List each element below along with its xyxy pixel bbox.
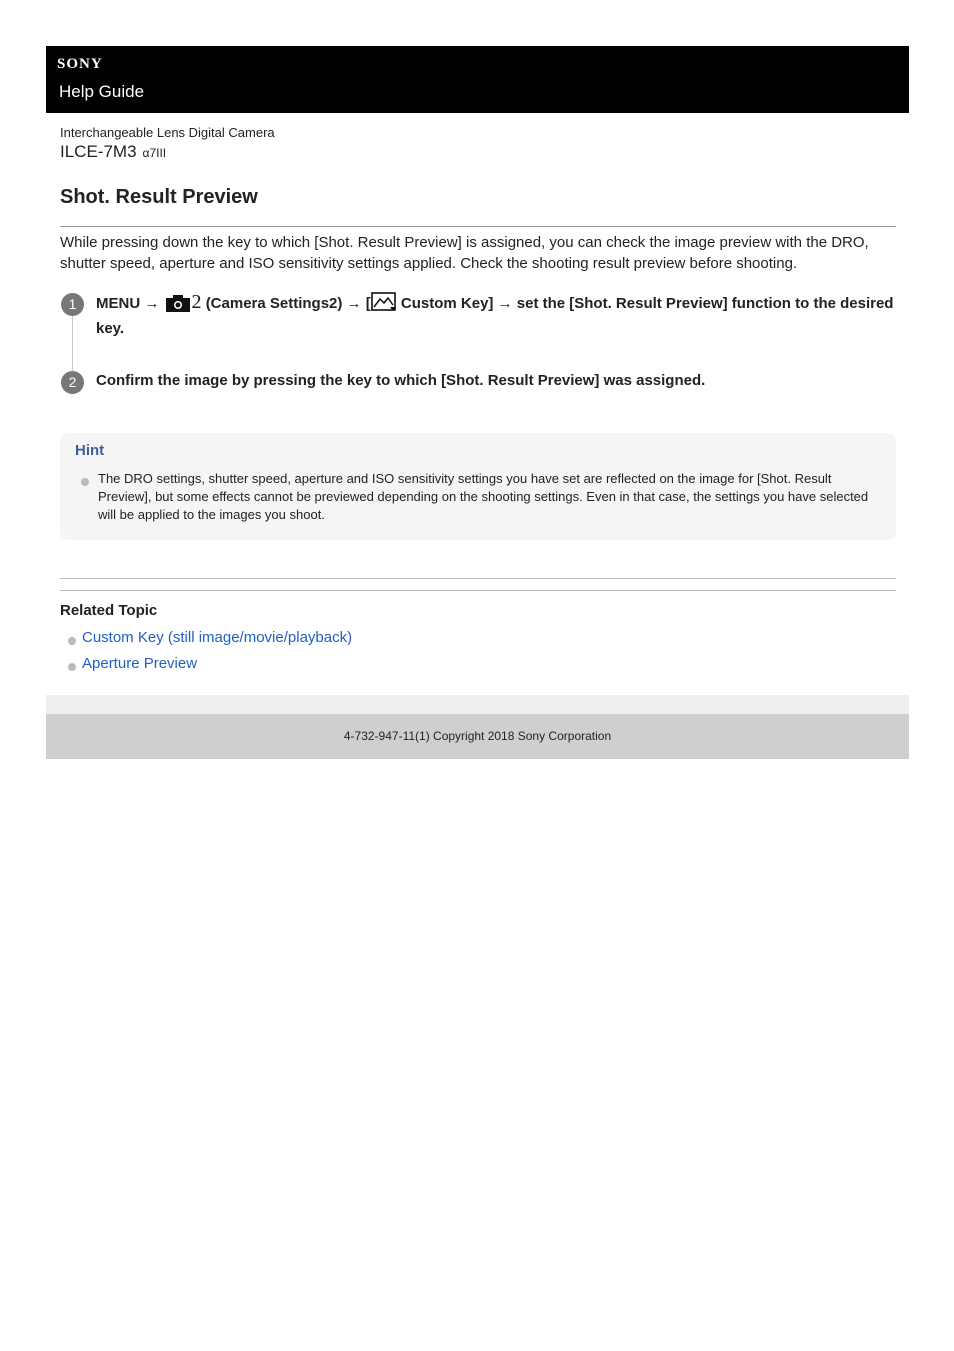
- camera-icon: [166, 294, 190, 318]
- product-type: Interchangeable Lens Digital Camera: [60, 125, 275, 140]
- footer-spacer: [46, 695, 909, 714]
- intro-paragraph: While pressing down the key to which [Shot. Result Preview] is assigned, you can check the image preview with the DRO, shutter speed, aperture and ISO sensitivity settings applied. Check the shooting result preview before shooting.: [60, 234, 869, 272]
- footer: [46, 714, 909, 759]
- model-alpha: α7III: [142, 146, 167, 160]
- step-1-camera-settings: (Camera Settings2) → [: [205, 295, 371, 312]
- step-connector: [72, 314, 73, 374]
- sony-logo: SONY: [57, 56, 103, 72]
- help-guide-title: Help Guide: [59, 82, 145, 101]
- bullet-icon: [81, 478, 89, 486]
- custom-key-icon: [371, 292, 397, 318]
- help-page: [46, 46, 909, 743]
- step-2-badge: 2: [61, 371, 84, 394]
- copyright-text: 4-732-947-11(1) Copyright 2018 Sony Corporation: [343, 729, 612, 743]
- bullet-icon: [68, 637, 76, 645]
- hint-item: The DRO settings, shutter speed, aperture and ISO sensitivity settings you have set are reflected on the image for [Shot. Result Preview], but some effects cannot be previewed depending on the shooting settings. Even in that case, the settings you have selected will be applied to the images you shoot.: [98, 471, 869, 522]
- related-topic-title: Related Topic: [60, 602, 158, 619]
- section-divider: [60, 578, 896, 579]
- step-1-rest: Custom Key] → set the [Shot. Result Preview] function to the desired key.: [96, 295, 894, 337]
- hint-title: Hint: [75, 442, 105, 459]
- section-divider: [60, 590, 896, 591]
- related-link-custom-key[interactable]: Custom Key (still image/movie/playback): [82, 629, 353, 646]
- camera-settings-number: 2: [191, 291, 202, 313]
- model-line: [60, 142, 166, 162]
- header-bar: [46, 46, 909, 113]
- model-name: ILCE-7M3: [60, 142, 137, 161]
- step-2-text: Confirm the image by pressing the key to which [Shot. Result Preview] was assigned.: [96, 372, 706, 389]
- related-link-aperture-preview[interactable]: Aperture Preview: [82, 655, 198, 672]
- step-1-menu: MENU →: [96, 295, 160, 312]
- title-divider: [60, 226, 896, 227]
- step-1-text: [96, 292, 896, 339]
- bullet-icon: [68, 663, 76, 671]
- hint-box: [60, 433, 896, 540]
- page-title: Shot. Result Preview: [60, 186, 258, 208]
- step-1-badge: 1: [61, 293, 84, 316]
